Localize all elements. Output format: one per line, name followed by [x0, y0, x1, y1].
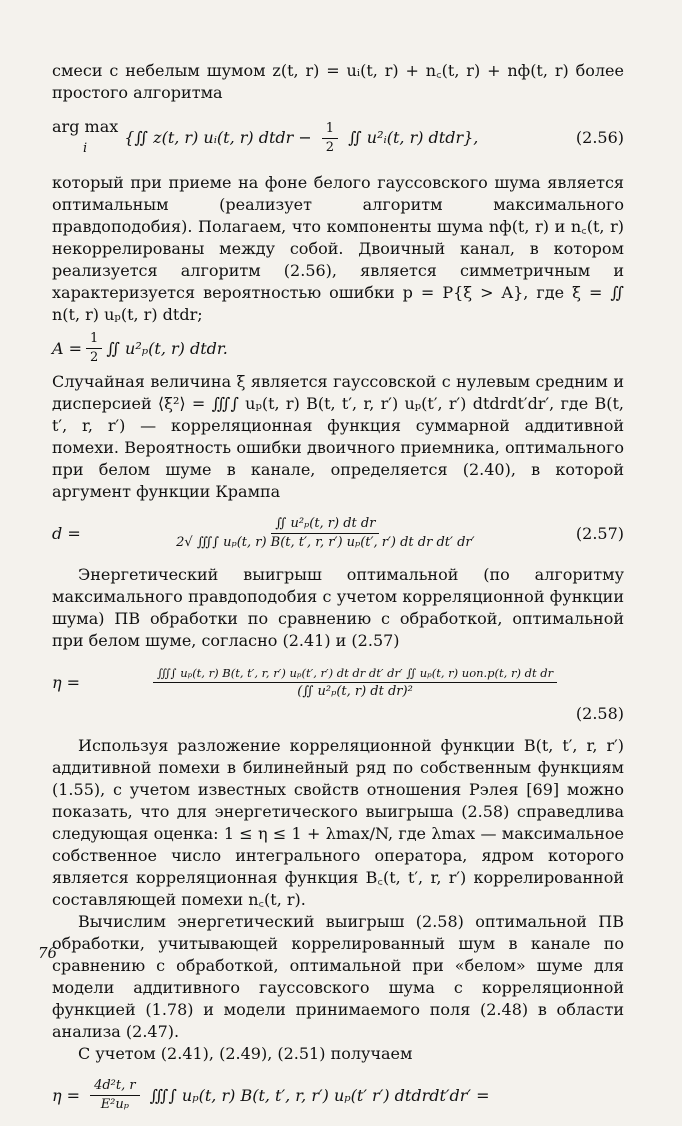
argmax-label: arg max — [52, 117, 119, 136]
paragraph-1: смеси с небелым шумом z(t, r) = uᵢ(t, r) + n꜀(t, r) + nф(t, r) более простого алгоритма — [52, 61, 624, 102]
equation-2-57: d = $\frac{\text{∬ u²ₚ(t, r) dt dr}}{\text{2√ ∭∫ uₚ(t, r) B(t, t′, r, r′) uₚ(t′, r′) dt dr dt′ dr′}}$ (2.57) — [52, 516, 624, 550]
paragraph-7: С учетом (2.41), (2.49), (2.51) получаем — [78, 1044, 413, 1063]
paragraph-2: который при приеме на фоне белого гауссовского шума является оптимальным (реализует алгоритм максимального правдоподобия). Полагаем, что компоненты шума nф(t, r) и n꜀(t, r) некоррелированы между собой. Двоичный канал, в котором реализуется алгоритм (2.56), является симметричным и характеризуется вероятностью ошибки p = P{ξ > A}, где ξ = ∬ n(t, r) uₚ(t, r) dtdr; — [52, 173, 624, 324]
paragraph-5: Используя разложение корреляционной функции B(t, t′, r, r′) аддитивной помехи в билинейный ряд по собственным функциям (1.55), с учетом известных свойств отношения Рэлея [69] можно показать, что для энергетического выигрыша (2.58) справедлива следующая оценка: 1 ≤ η ≤ 1 + λmax/N, где λmax — максимальное собственное число интегрального оператора, ядром которого является корреляционная функция B꜀(t, t′, r, r′) коррелированной составляющей помехи n꜀(t, r). — [52, 736, 624, 909]
page-content — [52, 60, 624, 1126]
paragraph-6: Вычислим энергетический выигрыш (2.58) оптимальной ПВ обработки, учитывающей коррелированный шум в канале по сравнению с обработкой, оптимальной при «белом» шуме для модели аддитивного гауссовского шума с корреляционной функцией (1.78) и модели принимаемого поля (2.48) в области анализа (2.47). — [52, 912, 624, 1041]
equation-2-58: η = ∭∫ uₚ(t, r) B(t, t′, r, r′) uₚ(t′, r′) dt dr dt′ dr′ ∬ uₚ(t, r) uоп.р(t, r) dt dr (∬ u²ₚ(t, r) dt dr)² — [52, 664, 624, 701]
equation-2-56 — [52, 116, 624, 160]
equation-final: η = $\frac{\text{4d²t, r}}{\text{E²uₚ}}$ ∭∫ uₚ(t, r) B(t, t′, r, r′) uₚ(t′ r′) dtdrdt′dr′ = — [52, 1078, 490, 1112]
half-fraction: $\frac{1}{2}$ — [322, 120, 338, 157]
eq-2-57-denominator: 2√ ∭∫ uₚ(t, r) B(t, t′, r, r′) uₚ(t′, r′) dt dr dt′ dr′ — [176, 535, 475, 550]
page-number: 76 — [38, 944, 58, 962]
eq-2-56-part1: {∬ z(t, r) uᵢ(t, r) dtdr − — [124, 128, 312, 147]
equation-number-2-57: (2.57) — [575, 523, 624, 543]
eq-2-56-part2: ∬ u²ᵢ(t, r) dtdr}, — [348, 128, 479, 147]
eq-2-58-denominator: (∬ u²ₚ(t, r) dt dr)² — [297, 684, 413, 699]
eq-2-57-numerator: ∬ u²ₚ(t, r) dt dr — [271, 515, 379, 534]
eq-2-58-numerator: ∭∫ uₚ(t, r) B(t, t′, r, r′) uₚ(t′, r′) dt dr dt′ dr′ ∬ uₚ(t, r) uоп.р(t, r) dt dr — [153, 664, 557, 683]
argmax-sub: i — [83, 141, 88, 156]
paragraph-4: Энергетический выигрыш оптимальной (по алгоритму максимального правдоподобия с учетом корреляционной функции шума) ПВ обработки по сравнению с обработкой, оптимальной при белом шуме, согласно (2.41) и (2.57) — [52, 565, 624, 650]
equation-number-2-56: (2.56) — [575, 128, 624, 147]
equation-A: A = $\frac{1}{2}$ ∬ u²ₚ(t, r) dtdr. — [52, 331, 228, 365]
equation-number-2-58: (2.58) — [575, 704, 624, 723]
paragraph-3: Случайная величина ξ является гауссовской с нулевым средним и дисперсией ⟨ξ²⟩ = ∭∫ uₚ(t, r) B(t, t′, r, r′) uₚ(t′, r′) dtdrdt′dr′, где B(t, t′, r, r′) — корреляционная функция суммарной аддитивной помехи. Вероятность ошибки двоичного приемника, оптимального при белом шуме в канале, определяется (2.40), в которой аргумент функции Крампа — [52, 372, 624, 501]
